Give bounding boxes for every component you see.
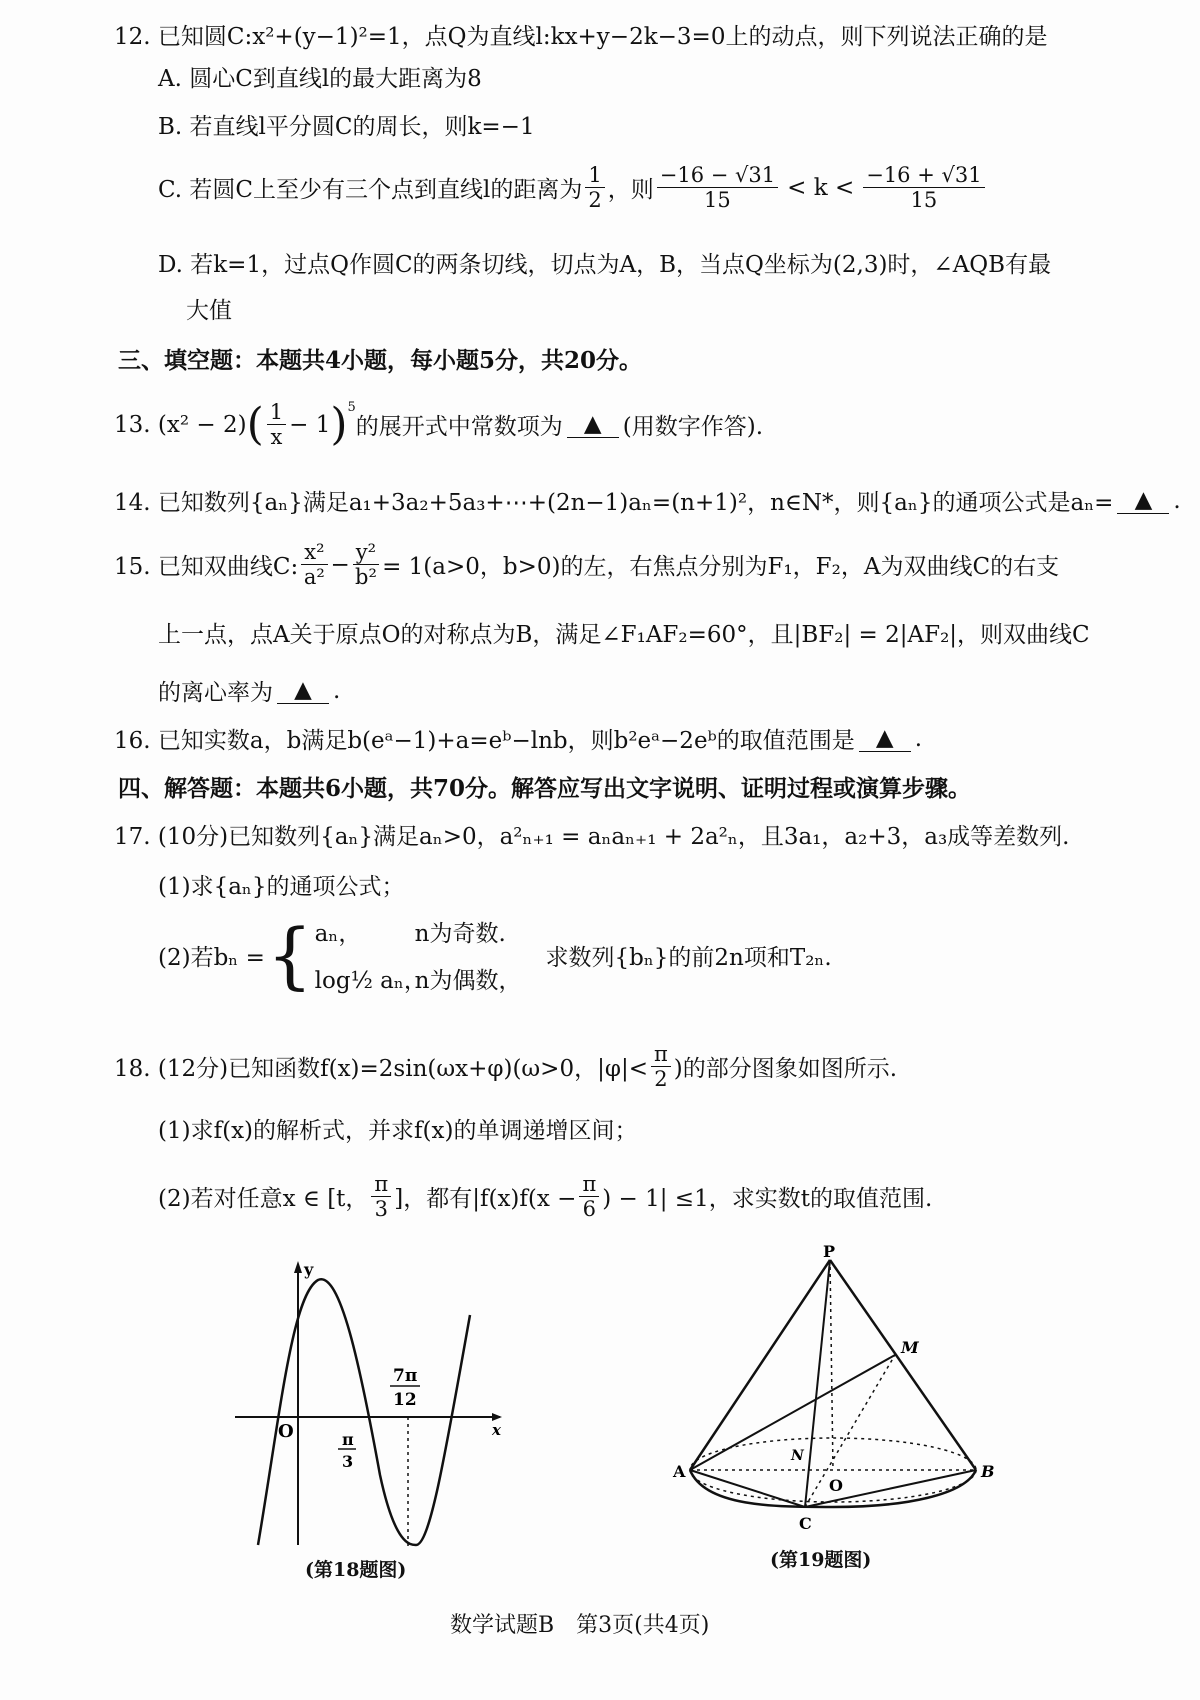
q12-option-b: B. 若直线l平分圆C的周长，则k=−1	[158, 114, 535, 140]
q15-fraction-x	[301, 540, 327, 589]
den: 15	[704, 188, 731, 213]
case2-cond: n为偶数，	[414, 968, 522, 994]
q13-post: 的展开式中常数项为	[355, 414, 563, 441]
tick-7pi12-num: 7π	[393, 1366, 418, 1386]
den: 2	[654, 1067, 668, 1092]
num: π	[651, 1042, 671, 1067]
tick-7pi12-den: 12	[393, 1390, 417, 1410]
q18-part2	[158, 1172, 932, 1221]
q18-p2-post: ) − 1| ≤1，求实数t的取值范围.	[602, 1186, 933, 1213]
q13-exponent: 5	[347, 400, 356, 415]
num: 1	[267, 400, 286, 425]
y-axis-arrow	[294, 1261, 302, 1273]
den: 3	[374, 1197, 389, 1222]
brace: {	[266, 913, 313, 997]
label-B: B	[981, 1462, 995, 1481]
q17-stem: 17. (10分)已知数列{aₙ}满足aₙ>0，a²ₙ₊₁ = aₙaₙ₊₁ + 2a²ₙ，且3a₁，a₂+3，a₃成等差数列.	[114, 824, 1070, 850]
q14-text: 14. 已知数列{aₙ}满足a₁+3a₂+5a₃+⋯+(2n−1)aₙ=(n+1)²，n∈N*，则{aₙ}的通项公式是aₙ=	[114, 490, 1114, 516]
q12-option-c	[158, 163, 988, 212]
den: 15	[910, 188, 938, 213]
num: π	[579, 1172, 599, 1197]
q15-line3	[158, 674, 340, 707]
answer-blank: ▲	[859, 725, 911, 752]
q18-post: )的部分图象如图所示.	[673, 1056, 898, 1083]
label-N: N	[791, 1448, 804, 1464]
q17-part2	[158, 915, 832, 995]
q18-stem	[114, 1042, 897, 1091]
figure-19-cone	[665, 1245, 1005, 1545]
edge-PA	[690, 1260, 830, 1470]
q13-pre: 13. (x² − 2)	[114, 411, 247, 438]
den: 6	[582, 1197, 597, 1222]
section-3-heading: 三、填空题：本题共4小题，每小题5分，共20分。	[118, 347, 643, 374]
origin-label: O	[278, 1421, 294, 1442]
q12-stem: 12. 已知圆C:x²+(y−1)²=1，点Q为直线l:kx+y−2k−3=0上的动点，则下列说法正确的是	[114, 24, 1048, 50]
q18-fraction	[651, 1042, 671, 1091]
q18-p2-frac2	[579, 1172, 599, 1221]
piecewise-cases	[315, 915, 522, 995]
label-C: C	[799, 1514, 812, 1533]
answer-blank: ▲	[277, 677, 329, 704]
fraction-lower	[657, 163, 778, 212]
paren-close: )	[330, 398, 348, 450]
num: π	[371, 1172, 391, 1197]
q16-text: 16. 已知实数a，b满足b(eᵃ−1)+a=eᵇ−lnb，则b²eᵃ−2eᵇ的取值范围是	[114, 728, 855, 754]
paren-open: (	[246, 398, 264, 450]
den: a²	[303, 565, 325, 590]
q18-p2-pre: (2)若对任意x ∈ [t，	[158, 1186, 369, 1213]
den: 2	[588, 188, 602, 213]
q15-l3: 的离心率为	[158, 680, 273, 706]
q18-p2-frac1	[371, 1172, 391, 1221]
q16	[114, 722, 922, 755]
edge-PB	[830, 1260, 976, 1470]
q16-tail: .	[914, 725, 923, 752]
label-O: O	[829, 1476, 843, 1495]
num: −16 − √31	[657, 163, 778, 188]
q15-tail: .	[333, 677, 341, 704]
q18-p2-mid: ]，都有|f(x)f(x −	[394, 1186, 577, 1213]
label-A: A	[673, 1462, 686, 1481]
q17-part1: (1)求{aₙ}的通项公式；	[158, 874, 405, 900]
num: y²	[353, 540, 379, 565]
page-footer: 数学试题B 第3页(共4页)	[450, 1613, 710, 1638]
q14	[114, 484, 1181, 517]
q13-tail: (用数字作答).	[622, 414, 764, 441]
num: 1	[585, 163, 604, 188]
q15-post: = 1(a>0，b>0)的左，右焦点分别为F₁，F₂，A为双曲线C的右支	[382, 554, 1060, 581]
label-M: M	[901, 1338, 919, 1357]
q15-line2: 上一点，点A关于原点O的对称点为B，满足∠F₁AF₂=60°，且|BF₂| = 2|AF₂|，则双曲线C	[158, 622, 1090, 648]
den: b²	[355, 565, 377, 590]
q15-fraction-y	[353, 540, 379, 589]
figure-18-sine-graph	[230, 1255, 510, 1555]
y-label: y	[304, 1260, 314, 1279]
q18-pre: 18. (12分)已知函数f(x)=2sin(ωx+φ)(ω>0，|φ|<	[114, 1056, 648, 1083]
num: −16 + √31	[863, 163, 984, 188]
fraction-half	[585, 163, 604, 212]
q12-option-d: D. 若k=1，过点Q作圆C的两条切线，切点为A，B，当点Q坐标为(2,3)时，∠AQB有最	[158, 252, 1052, 278]
q15-pre: 15. 已知双曲线C:	[114, 554, 299, 581]
case2-expr: log½ aₙ，	[314, 968, 427, 994]
q13-fraction	[267, 400, 286, 449]
figure-18-caption: (第18题图)	[305, 1559, 407, 1581]
case-1	[315, 915, 522, 948]
x-axis-arrow	[492, 1413, 502, 1421]
height-PO	[830, 1260, 833, 1470]
sine-curve	[258, 1279, 470, 1545]
case1-cond: n为奇数.	[414, 921, 506, 947]
q13-minus: − 1	[289, 411, 331, 438]
tick-pi3-den: 3	[342, 1452, 354, 1471]
option-c-mid: ，则	[607, 177, 654, 204]
q12-option-a: A. 圆心C到直线l的最大距离为8	[158, 66, 482, 92]
q18-part1: (1)求f(x)的解析式，并求f(x)的单调递增区间；	[158, 1118, 638, 1144]
q15	[114, 540, 1059, 589]
fraction-upper	[863, 163, 984, 212]
q13	[114, 400, 763, 449]
case-2	[315, 962, 522, 995]
q17-p2-pre: (2)若bₙ =	[158, 944, 265, 971]
option-c-text: C. 若圆C上至少有三个点到直线l的距离为	[158, 177, 583, 204]
q12-option-d-cont: 大值	[186, 298, 232, 324]
label-P: P	[823, 1245, 836, 1261]
answer-blank: ▲	[1117, 487, 1169, 514]
x-label: x	[492, 1421, 501, 1439]
q15-minus: −	[330, 551, 350, 578]
num: x²	[301, 540, 327, 565]
den: x	[270, 425, 283, 450]
q14-tail: .	[1173, 487, 1181, 514]
section-4-heading: 四、解答题：本题共6小题，共70分。解答应写出文字说明、证明过程或演算步骤。	[118, 775, 972, 802]
q17-p2-post: 求数列{bₙ}的前2n项和T₂ₙ.	[545, 944, 832, 971]
case1-expr: aₙ，	[314, 921, 362, 947]
inequality: < k <	[787, 174, 855, 201]
tick-pi3-num: π	[342, 1430, 354, 1449]
figure-19-caption: (第19题图)	[770, 1549, 872, 1571]
answer-blank: ▲	[567, 411, 619, 438]
